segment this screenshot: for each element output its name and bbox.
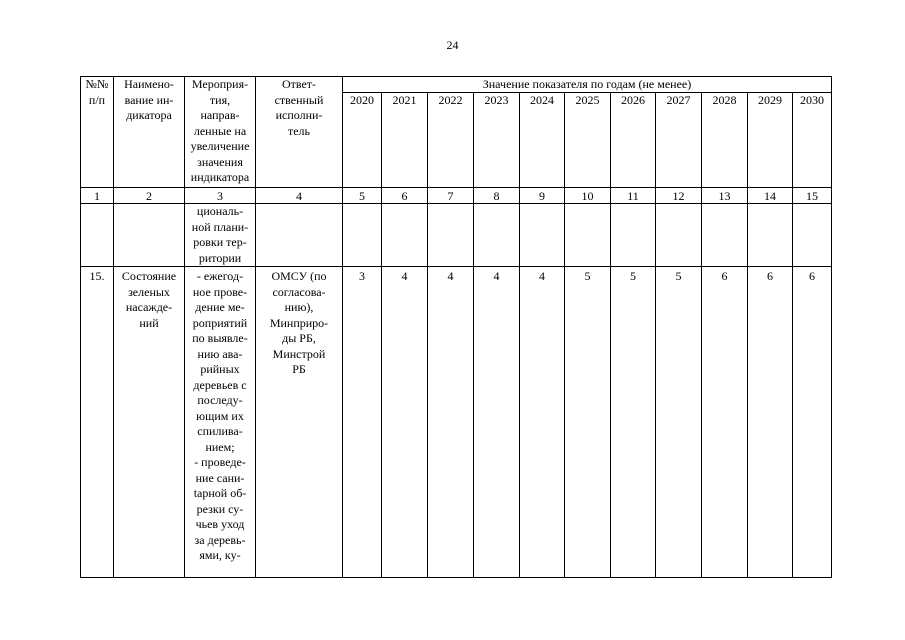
column-number: 13	[702, 188, 748, 204]
header-year: 2022	[428, 93, 474, 188]
header-col-responsible: Ответ- ственный исполни- тель	[256, 77, 343, 188]
header-col-num: №№ п/п	[81, 77, 114, 188]
column-number: 8	[474, 188, 520, 204]
empty-cell	[343, 204, 382, 267]
empty-cell	[565, 204, 611, 267]
row-value: 4	[382, 267, 428, 578]
column-number: 6	[382, 188, 428, 204]
row-measures: - ежегод- ное прове- дение ме- роприятий по выявле- нию ава- рийных деревьев с последу- ющим их спилива- нием; - проведе- ние сани- tарной об- резки су- чьев уход за деревь- ями, ку-	[185, 267, 256, 578]
column-number: 11	[611, 188, 656, 204]
row-value: 5	[565, 267, 611, 578]
page-number: 24	[446, 38, 459, 52]
column-number: 5	[343, 188, 382, 204]
column-number: 4	[256, 188, 343, 204]
column-number: 14	[748, 188, 793, 204]
empty-cell	[382, 204, 428, 267]
row-value: 6	[748, 267, 793, 578]
row-value: 6	[702, 267, 748, 578]
header-year: 2021	[382, 93, 428, 188]
row-responsible: ОМСУ (по согласова- нию), Минприро- ды РБ, Минстрой РБ	[256, 267, 343, 578]
header-year: 2025	[565, 93, 611, 188]
header-year: 2023	[474, 93, 520, 188]
column-number: 10	[565, 188, 611, 204]
header-year: 2026	[611, 93, 656, 188]
continuation-row	[81, 204, 832, 267]
header-year: 2030	[793, 93, 832, 188]
column-numbers-row	[81, 188, 832, 204]
column-number: 12	[656, 188, 702, 204]
header-col-measures: Мероприя- тия, направ- ленные на увеличение значения индикатора	[185, 77, 256, 188]
header-year: 2027	[656, 93, 702, 188]
empty-cell	[428, 204, 474, 267]
column-number: 2	[114, 188, 185, 204]
header-year: 2029	[748, 93, 793, 188]
row-value: 3	[343, 267, 382, 578]
row-value: 4	[520, 267, 565, 578]
row-value: 5	[611, 267, 656, 578]
column-number: 9	[520, 188, 565, 204]
empty-cell	[611, 204, 656, 267]
column-number: 15	[793, 188, 832, 204]
empty-cell	[793, 204, 832, 267]
empty-cell	[114, 204, 185, 267]
continuation-measures: циональ- ной плани- ровки тер- ритории	[185, 204, 256, 267]
empty-cell	[256, 204, 343, 267]
column-number: 7	[428, 188, 474, 204]
header-years-title: Значение показателя по годам (не менее)	[343, 77, 832, 93]
header-year: 2020	[343, 93, 382, 188]
row-indicator-name: Состояние зеленых насажде- ний	[114, 267, 185, 578]
row-value: 5	[656, 267, 702, 578]
row-value: 4	[428, 267, 474, 578]
row-value: 6	[793, 267, 832, 578]
indicator-table	[80, 76, 832, 578]
empty-cell	[748, 204, 793, 267]
empty-cell	[474, 204, 520, 267]
empty-cell	[702, 204, 748, 267]
empty-cell	[520, 204, 565, 267]
header-year: 2024	[520, 93, 565, 188]
column-number: 3	[185, 188, 256, 204]
header-col-name: Наимено- вание ин- дикатора	[114, 77, 185, 188]
row-num: 15.	[81, 267, 114, 578]
header-year: 2028	[702, 93, 748, 188]
empty-cell	[81, 204, 114, 267]
header-row	[81, 77, 832, 93]
column-number: 1	[81, 188, 114, 204]
row-value: 4	[474, 267, 520, 578]
empty-cell	[656, 204, 702, 267]
table-row	[81, 267, 832, 578]
